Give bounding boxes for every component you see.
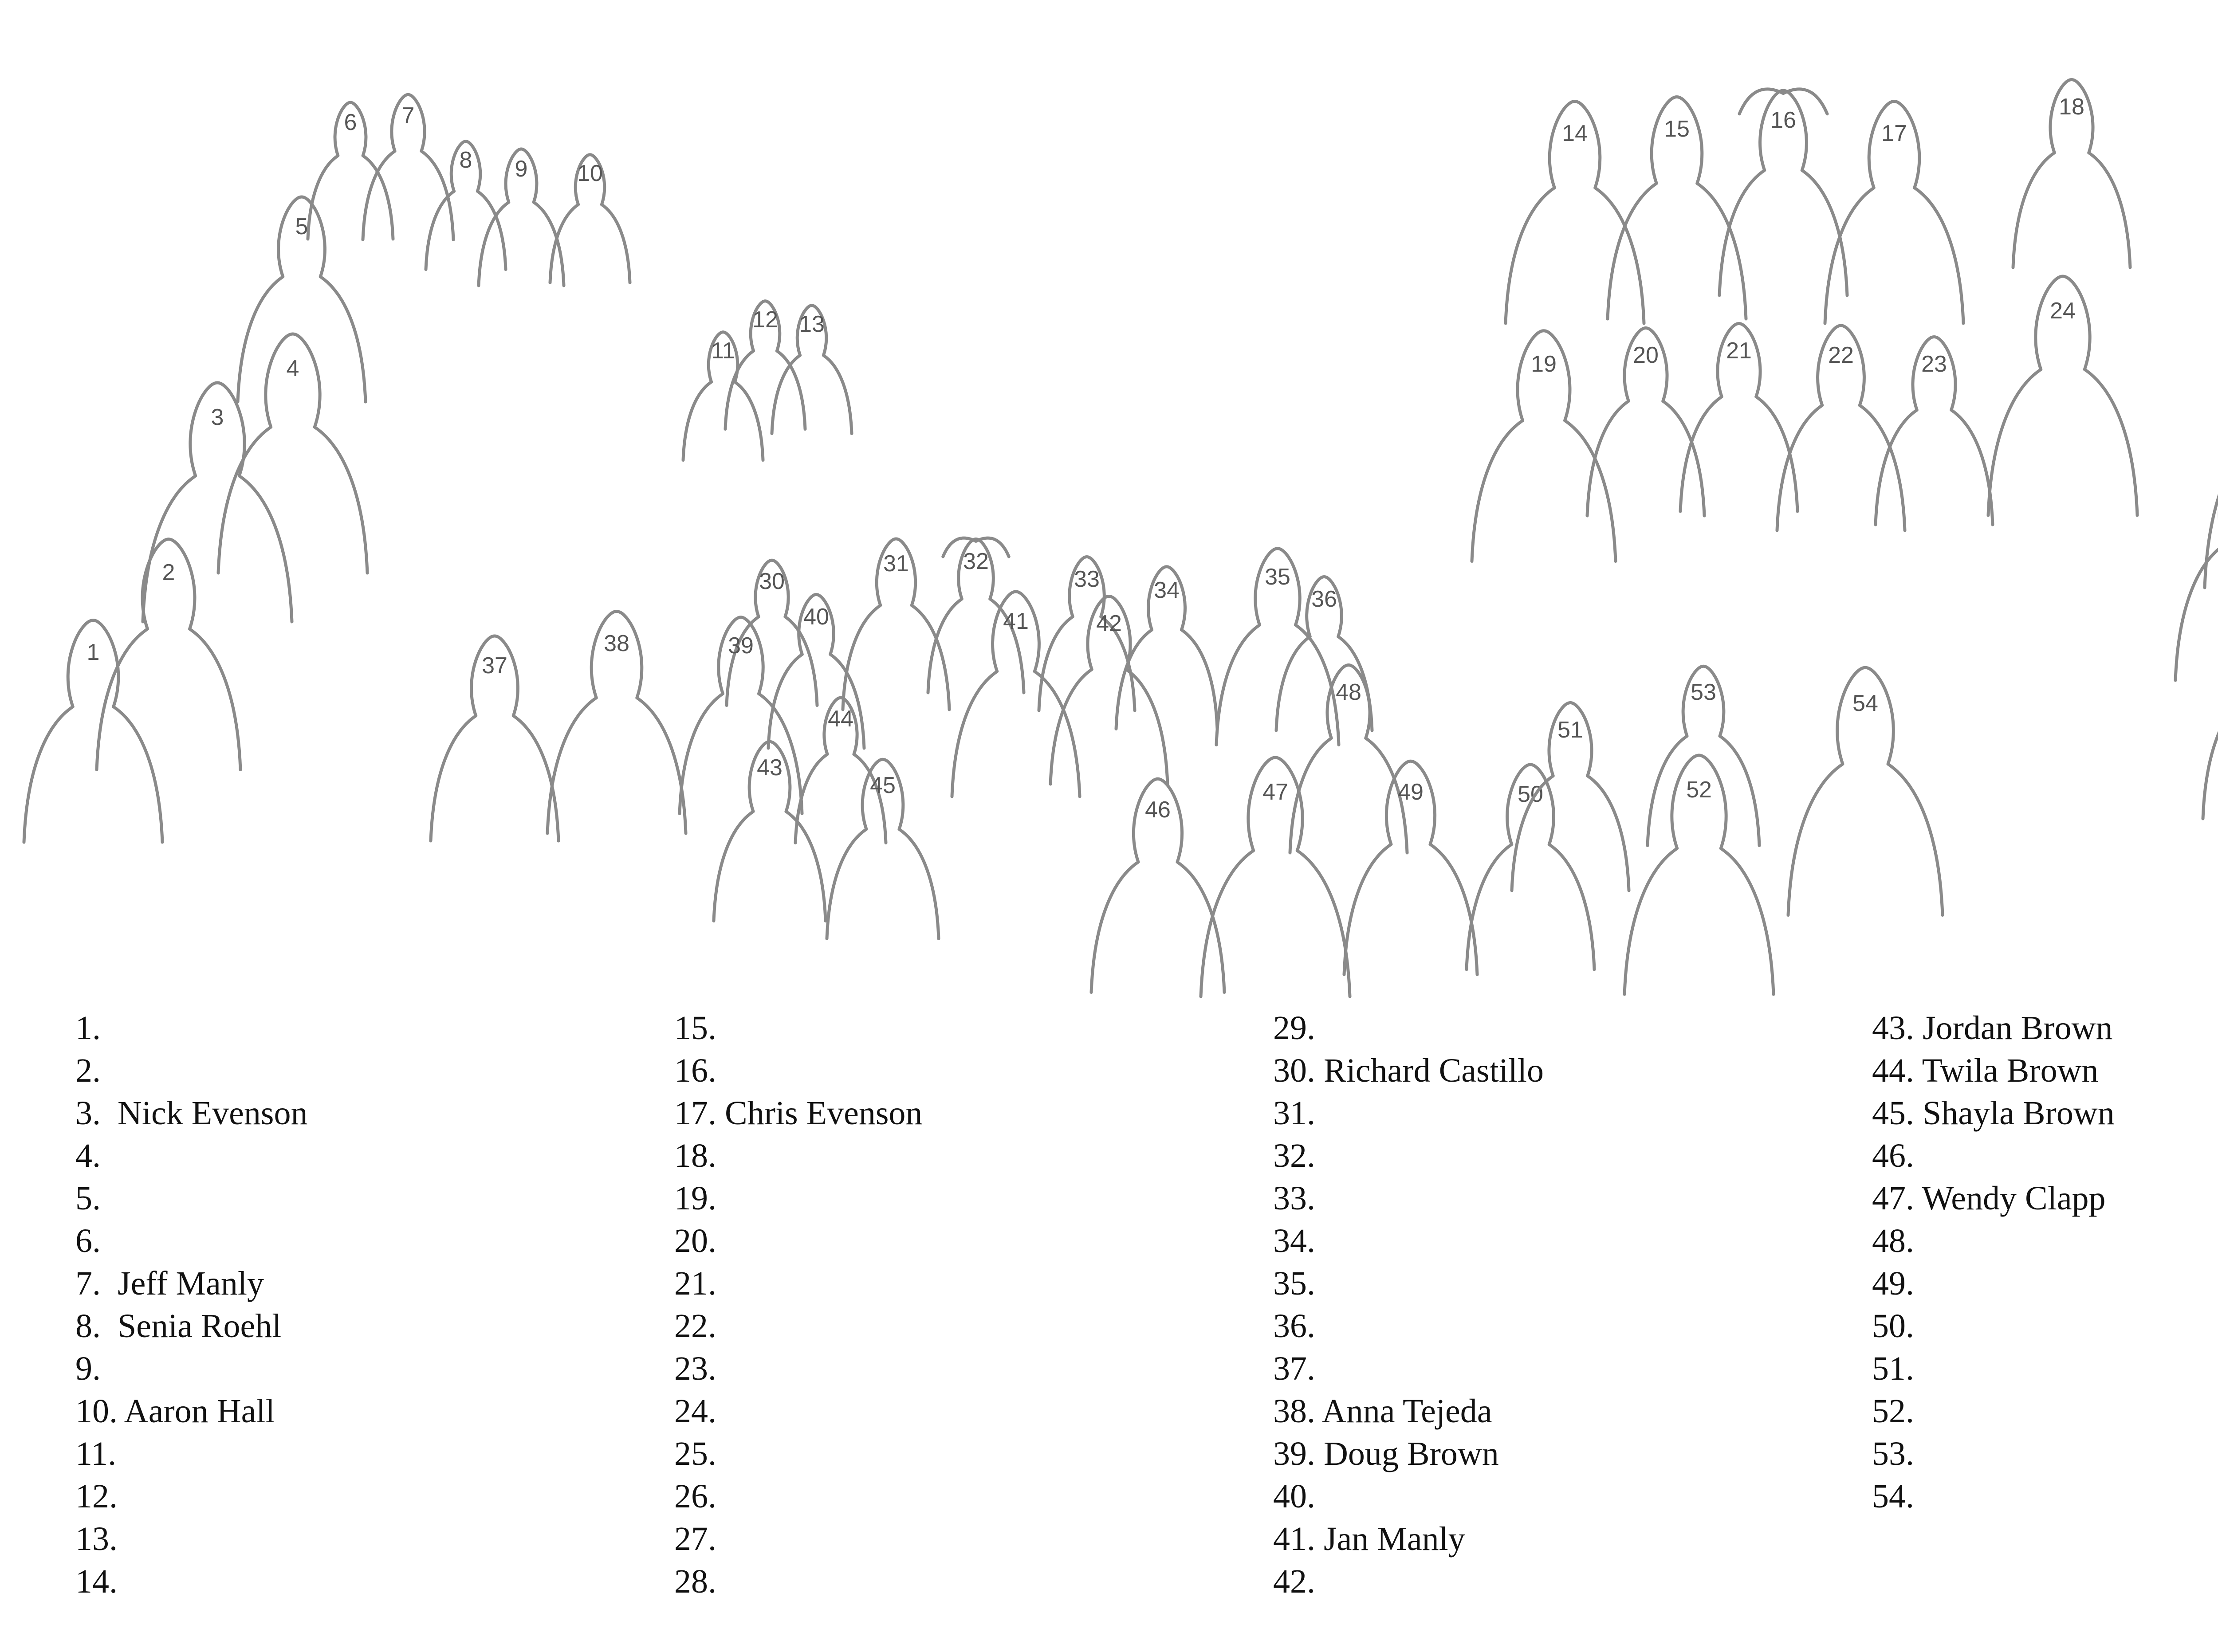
figure-number-label: 45 xyxy=(870,773,896,798)
figure-37 xyxy=(431,636,558,841)
key-entry: 51. xyxy=(1872,1350,1914,1387)
key-entry: 54. xyxy=(1872,1478,1914,1515)
figure-number-label: 10 xyxy=(577,161,603,186)
figure-26 xyxy=(2175,459,2218,681)
key-entry: 36. xyxy=(1273,1307,1315,1345)
key-entry: 34. xyxy=(1273,1222,1315,1260)
figure-50 xyxy=(1467,765,1594,969)
key-entry: 10. Aaron Hall xyxy=(75,1393,275,1430)
key-entry: 43. Jordan Brown xyxy=(1872,1009,2113,1047)
key-entry: 29. xyxy=(1273,1009,1315,1047)
figure-number-label: 43 xyxy=(757,755,783,781)
figure-outline xyxy=(2205,332,2218,588)
figure-23 xyxy=(1876,337,1993,525)
key-entry: 6. xyxy=(75,1222,101,1260)
figure-number-label: 15 xyxy=(1664,116,1690,142)
figure-25 xyxy=(2205,332,2218,588)
figure-38 xyxy=(547,612,686,834)
figure-number-label: 30 xyxy=(759,569,785,594)
figure-19 xyxy=(1472,331,1616,561)
figure-24 xyxy=(1988,276,2137,515)
figure-number-label: 34 xyxy=(1154,577,1180,603)
key-entry: 23. xyxy=(674,1350,716,1387)
key-entry: 30. Richard Castillo xyxy=(1273,1052,1544,1089)
key-entry: 46. xyxy=(1872,1137,1914,1174)
figure-5 xyxy=(238,197,366,402)
key-entry: 40. xyxy=(1273,1478,1315,1515)
key-entry: 15. xyxy=(674,1009,716,1047)
figure-number-label: 1 xyxy=(87,640,100,665)
figure-outline xyxy=(2203,614,2218,819)
figure-number-label: 22 xyxy=(1828,342,1854,368)
key-entry: 13. xyxy=(75,1520,118,1558)
figure-41 xyxy=(952,592,1080,797)
name-key xyxy=(75,1007,2218,1641)
figure-1 xyxy=(24,620,162,843)
figure-number-label: 35 xyxy=(1265,564,1290,590)
figure-number-label: 7 xyxy=(401,103,415,129)
key-entry: 42. xyxy=(1273,1563,1315,1600)
figure-13 xyxy=(772,306,852,434)
figure-number-label: 38 xyxy=(604,631,629,656)
figure-number-label: 50 xyxy=(1518,781,1543,807)
figure-number-label: 14 xyxy=(1562,121,1588,146)
key-entry: 32. xyxy=(1273,1137,1315,1174)
figure-36 xyxy=(1276,577,1372,731)
key-column-2 xyxy=(674,1007,1251,1603)
key-entry: 52. xyxy=(1872,1393,1914,1430)
key-entry: 41. Jan Manly xyxy=(1273,1520,1465,1558)
figure-number-label: 53 xyxy=(1691,679,1716,705)
figure-number-label: 5 xyxy=(295,214,308,239)
key-entry: 4. xyxy=(75,1137,101,1174)
figure-number-label: 37 xyxy=(482,653,507,679)
figure-18 xyxy=(2013,80,2130,268)
key-entry: 8. Senia Roehl xyxy=(75,1307,282,1345)
figure-48 xyxy=(1290,665,1407,853)
figure-45 xyxy=(827,759,939,938)
key-entry: 27. xyxy=(674,1520,716,1558)
figure-number-label: 20 xyxy=(1633,342,1659,368)
key-entry: 37. xyxy=(1273,1350,1315,1387)
key-entry: 22. xyxy=(674,1307,716,1345)
figure-number-label: 52 xyxy=(1686,777,1712,803)
key-entry: 50. xyxy=(1872,1307,1914,1345)
figure-number-label: 49 xyxy=(1398,779,1424,805)
figure-number-label: 3 xyxy=(211,404,224,430)
figure-outline xyxy=(2175,459,2218,681)
figure-number-label: 12 xyxy=(752,307,778,333)
key-entry: 19. xyxy=(674,1180,716,1217)
figure-number-label: 9 xyxy=(515,156,528,182)
figure-21 xyxy=(1680,324,1797,512)
figure-number-label: 17 xyxy=(1881,121,1907,146)
key-entry: 7. Jeff Manly xyxy=(75,1265,264,1302)
key-entry: 18. xyxy=(674,1137,716,1174)
figure-8 xyxy=(426,141,506,270)
figure-number-label: 32 xyxy=(963,549,989,574)
key-entry: 14. xyxy=(75,1563,118,1600)
figure-number-label: 6 xyxy=(344,110,357,135)
key-entry: 25. xyxy=(674,1435,716,1472)
figure-number-label: 33 xyxy=(1074,566,1100,592)
key-entry: 47. Wendy Clapp xyxy=(1872,1180,2106,1217)
figure-number-label: 54 xyxy=(1852,691,1878,716)
figure-number-label: 16 xyxy=(1770,107,1796,133)
figure-number-label: 23 xyxy=(1921,351,1947,377)
key-entry: 28. xyxy=(674,1563,716,1600)
figure-number-label: 11 xyxy=(711,338,735,364)
figure-number-label: 46 xyxy=(1145,797,1171,823)
key-column-1 xyxy=(75,1007,652,1603)
figure-number-label: 48 xyxy=(1336,679,1361,705)
key-entry: 39. Doug Brown xyxy=(1273,1435,1499,1472)
key-entry: 24. xyxy=(674,1393,716,1430)
key-entry: 48. xyxy=(1872,1222,1914,1260)
figure-number-label: 13 xyxy=(799,311,825,337)
key-entry: 33. xyxy=(1273,1180,1315,1217)
key-entry: 12. xyxy=(75,1478,118,1515)
key-entry: 53. xyxy=(1872,1435,1914,1472)
key-entry: 2. xyxy=(75,1052,101,1089)
figure-number-label: 31 xyxy=(883,551,909,577)
key-entry: 38. Anna Tejeda xyxy=(1273,1393,1492,1430)
figure-number-label: 44 xyxy=(828,706,853,732)
figure-number-label: 47 xyxy=(1262,779,1288,805)
figure-number-label: 51 xyxy=(1557,717,1583,743)
key-entry: 44. Twila Brown xyxy=(1872,1052,2099,1089)
key-entry: 21. xyxy=(674,1265,716,1302)
key-entry: 5. xyxy=(75,1180,101,1217)
key-entry: 35. xyxy=(1273,1265,1315,1302)
figure-15 xyxy=(1608,97,1746,319)
figure-29 xyxy=(2203,614,2218,819)
figure-number-label: 40 xyxy=(803,604,829,630)
figure-7 xyxy=(363,94,453,239)
key-entry: 26. xyxy=(674,1478,716,1515)
figure-49 xyxy=(1344,761,1477,974)
figure-39 xyxy=(680,617,802,814)
figure-54 xyxy=(1788,667,1943,915)
figure-number-label: 36 xyxy=(1311,586,1337,612)
key-entry: 16. xyxy=(674,1052,716,1089)
figure-number-label: 19 xyxy=(1531,351,1557,377)
key-entry: 49. xyxy=(1872,1265,1914,1302)
key-entry: 45. Shayla Brown xyxy=(1872,1095,2115,1132)
figure-number-label: 18 xyxy=(2059,94,2084,120)
figure-number-label: 4 xyxy=(286,356,299,381)
key-column-4 xyxy=(1872,1007,2218,1518)
key-entry: 20. xyxy=(674,1222,716,1260)
key-column-3 xyxy=(1273,1007,1850,1603)
figure-number-label: 41 xyxy=(1003,608,1029,634)
key-entry: 3. Nick Evenson xyxy=(75,1095,308,1132)
figure-43 xyxy=(714,742,826,921)
key-entry: 31. xyxy=(1273,1095,1315,1132)
figure-number-label: 42 xyxy=(1096,611,1122,636)
figure-number-label: 24 xyxy=(2050,298,2076,324)
figure-number-label: 39 xyxy=(728,633,754,659)
key-entry: 17. Chris Evenson xyxy=(674,1095,923,1132)
figure-31 xyxy=(843,539,949,710)
key-entry: 1. xyxy=(75,1009,101,1047)
key-entry: 9. xyxy=(75,1350,101,1387)
figure-number-label: 2 xyxy=(162,560,175,585)
figure-number-label: 8 xyxy=(459,147,472,173)
figure-number-label: 21 xyxy=(1726,338,1752,364)
key-entry: 11. xyxy=(75,1435,117,1472)
figure-14 xyxy=(1506,102,1644,324)
